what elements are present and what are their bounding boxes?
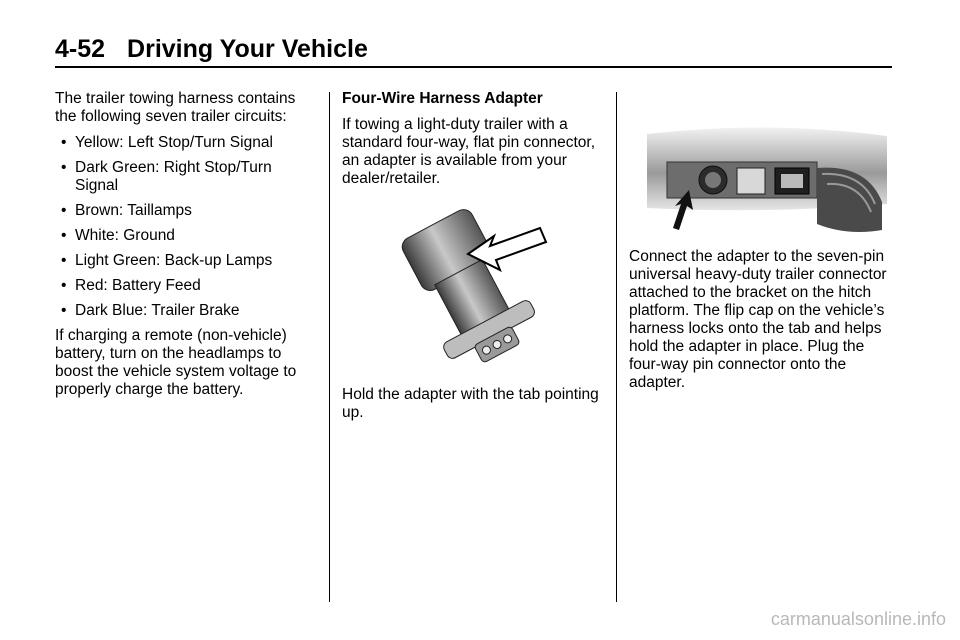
watermark: carmanualsonline.info xyxy=(770,609,946,629)
bullet: • xyxy=(61,252,67,269)
list-item: • Dark Green: Right Stop/Turn Signal xyxy=(61,159,272,194)
bullet: • xyxy=(61,159,67,176)
adapter-availability-text: If towing a light-duty trailer with a standard four-way, flat pin connector, an adapter is available from your dealer/retailer. xyxy=(342,116,596,187)
connection-instructions: Connect the adapter to the seven-pin universal heavy-duty trailer connector attached to the bracket on the hitch platform. The flip cap on the vehicle’s harness locks onto the tab and helps hold the adapter in place. Plug the four-way pin connector onto the adapter. xyxy=(629,248,887,391)
bullet: • xyxy=(61,134,67,151)
bullet: • xyxy=(61,202,67,219)
list-item: • Red: Battery Feed xyxy=(61,277,201,294)
column-divider xyxy=(329,92,330,602)
list-item: • Yellow: Left Stop/Turn Signal xyxy=(61,134,273,151)
bullet: • xyxy=(61,227,67,244)
list-item: • Dark Blue: Trailer Brake xyxy=(61,302,240,319)
list-item: • Light Green: Back-up Lamps xyxy=(61,252,273,269)
adapter-illustration xyxy=(390,196,555,376)
column-3 xyxy=(629,90,893,400)
section-heading: Four-Wire Harness Adapter xyxy=(342,90,543,107)
page-header xyxy=(55,34,895,64)
column-2 xyxy=(342,90,604,430)
column-1 xyxy=(55,90,317,407)
column-divider xyxy=(616,92,617,602)
bullet: • xyxy=(61,277,67,294)
list-item: • White: Ground xyxy=(61,227,175,244)
list-item: • Brown: Taillamps xyxy=(61,202,192,219)
hitch-connector-illustration xyxy=(647,124,887,236)
section-title: Driving Your Vehicle xyxy=(127,35,368,63)
bullet: • xyxy=(61,302,67,319)
adapter-orientation-text: Hold the adapter with the tab pointing up. xyxy=(342,386,599,421)
circuit-list xyxy=(55,134,317,320)
circuits-intro: The trailer towing harness contains the following seven trailer circuits: xyxy=(55,90,296,125)
page-number: 4-52 xyxy=(55,35,106,63)
charging-note: If charging a remote (non-vehicle) battery, turn on the headlamps to boost the vehicle system voltage to properly charge the battery. xyxy=(55,327,297,398)
header-rule xyxy=(55,66,892,68)
